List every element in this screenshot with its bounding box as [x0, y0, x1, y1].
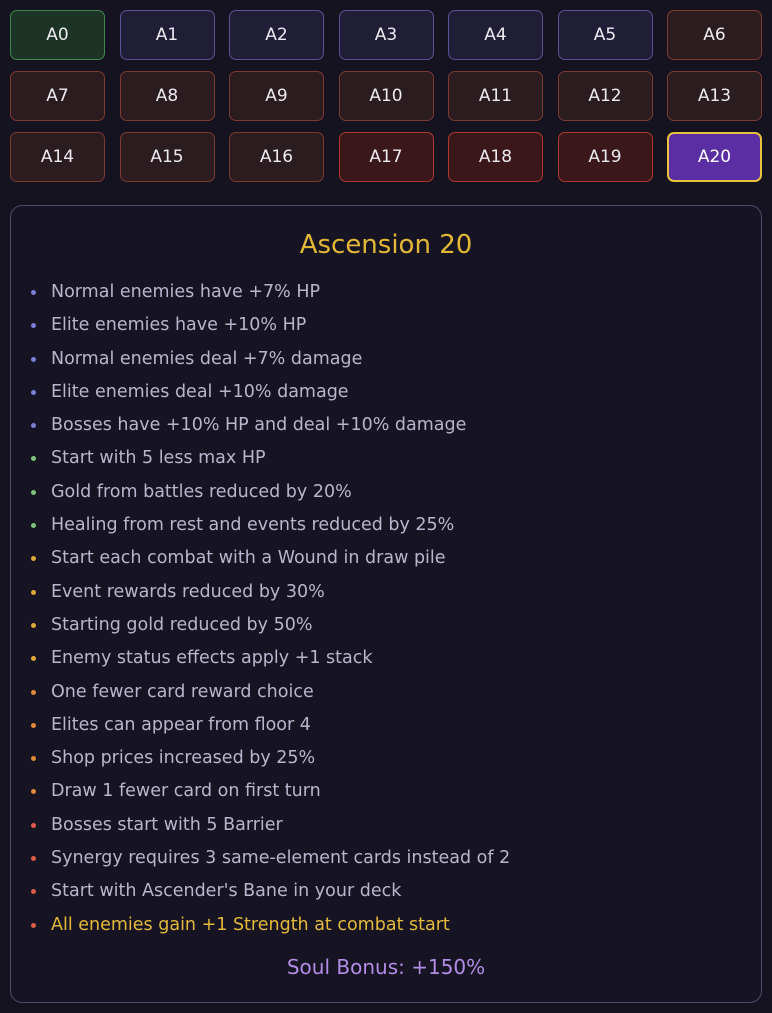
ascension-button-a2[interactable]: A2 — [229, 10, 324, 60]
modifier-text: Normal enemies have +7% HP — [51, 282, 321, 302]
modifier-text: Normal enemies deal +7% damage — [51, 348, 363, 369]
ascension-button-a8[interactable]: A8 — [120, 71, 215, 121]
ascension-button-a18[interactable]: A18 — [448, 132, 543, 182]
panel-title: Ascension 20 — [299, 230, 473, 260]
bullet-dot-icon — [31, 923, 36, 928]
ascension-button-a9[interactable]: A9 — [229, 71, 324, 121]
bullet-dot-icon — [31, 789, 36, 794]
modifier-item — [29, 512, 510, 545]
modifier-item — [29, 845, 510, 878]
modifier-text: Synergy requires 3 same-element cards instead of 2 — [51, 848, 511, 869]
bullet-dot-icon — [31, 556, 36, 561]
ascension-button-a11[interactable]: A11 — [448, 71, 543, 121]
modifier-item — [29, 778, 510, 811]
modifier-text: One fewer card reward choice — [51, 681, 314, 702]
bullet-dot-icon — [31, 889, 36, 894]
modifier-item — [29, 545, 510, 578]
bullet-dot-icon — [31, 623, 36, 628]
modifier-item — [29, 346, 510, 379]
modifier-item — [29, 679, 510, 712]
modifier-text: Elites can appear from floor 4 — [51, 714, 311, 735]
modifier-item — [29, 312, 510, 345]
ascension-button-a1[interactable]: A1 — [120, 10, 215, 60]
modifier-item — [29, 279, 510, 312]
bullet-dot-icon — [31, 856, 36, 861]
modifier-item — [29, 612, 510, 645]
ascension-button-a12[interactable]: A12 — [558, 71, 653, 121]
modifier-text: Draw 1 fewer card on first turn — [51, 781, 321, 802]
modifier-item — [29, 379, 510, 412]
modifier-text: Elite enemies have +10% HP — [51, 315, 307, 336]
bullet-dot-icon — [31, 523, 36, 528]
bullet-dot-icon — [31, 656, 36, 661]
ascension-button-a14[interactable]: A14 — [10, 132, 105, 182]
modifier-list — [29, 279, 510, 945]
modifier-text: Elite enemies deal +10% damage — [51, 381, 349, 402]
bullet-dot-icon — [31, 756, 36, 761]
modifier-text: Start with Ascender's Bane in your deck — [51, 881, 402, 902]
ascension-button-a5[interactable]: A5 — [558, 10, 653, 60]
modifier-text: Gold from battles reduced by 20% — [51, 481, 352, 502]
bullet-dot-icon — [31, 357, 36, 362]
ascension-button-a17[interactable]: A17 — [339, 132, 434, 182]
modifier-item — [29, 479, 510, 512]
ascension-button-a16[interactable]: A16 — [229, 132, 324, 182]
modifier-item — [29, 412, 510, 445]
modifier-item — [29, 645, 510, 678]
bullet-dot-icon — [31, 423, 36, 428]
ascension-button-a10[interactable]: A10 — [339, 71, 434, 121]
ascension-button-a4[interactable]: A4 — [448, 10, 543, 60]
ascension-button-a13[interactable]: A13 — [667, 71, 762, 121]
modifier-item — [29, 812, 510, 845]
modifier-text: Start with 5 less max HP — [51, 448, 266, 469]
bullet-dot-icon — [31, 823, 36, 828]
ascension-button-a0[interactable]: A0 — [10, 10, 105, 60]
soul-bonus: Soul Bonus: +150% — [286, 955, 486, 979]
ascension-button-a3[interactable]: A3 — [339, 10, 434, 60]
modifier-text: Enemy status effects apply +1 stack — [51, 648, 373, 669]
bullet-dot-icon — [31, 690, 36, 695]
ascension-button-a19[interactable]: A19 — [558, 132, 653, 182]
ascension-button-a20[interactable]: A20 — [667, 132, 762, 182]
modifier-text: Bosses start with 5 Barrier — [51, 814, 283, 835]
ascension-button-a6[interactable]: A6 — [667, 10, 762, 60]
bullet-dot-icon — [31, 456, 36, 461]
modifier-item — [29, 878, 510, 911]
modifier-text: Bosses have +10% HP and deal +10% damage — [51, 415, 467, 436]
modifier-text: Healing from rest and events reduced by 25% — [51, 515, 455, 536]
modifier-text: Starting gold reduced by 50% — [51, 614, 313, 635]
modifier-text: Event rewards reduced by 30% — [51, 581, 325, 602]
ascension-button-a15[interactable]: A15 — [120, 132, 215, 182]
ascension-detail-panel — [10, 205, 762, 1003]
modifier-text: All enemies gain +1 Strength at combat start — [51, 914, 450, 935]
bullet-dot-icon — [31, 390, 36, 395]
modifier-item — [29, 712, 510, 745]
bullet-dot-icon — [31, 290, 36, 295]
ascension-button-a7[interactable]: A7 — [10, 71, 105, 121]
ascension-level-grid — [10, 10, 762, 182]
modifier-item — [29, 745, 510, 778]
bullet-dot-icon — [31, 590, 36, 595]
bullet-dot-icon — [31, 323, 36, 328]
modifier-item — [29, 579, 510, 612]
modifier-item — [29, 912, 510, 945]
modifier-text: Shop prices increased by 25% — [51, 748, 316, 769]
bullet-dot-icon — [31, 723, 36, 728]
modifier-text: Start each combat with a Wound in draw pile — [51, 548, 446, 569]
modifier-item — [29, 445, 510, 478]
bullet-dot-icon — [31, 490, 36, 495]
